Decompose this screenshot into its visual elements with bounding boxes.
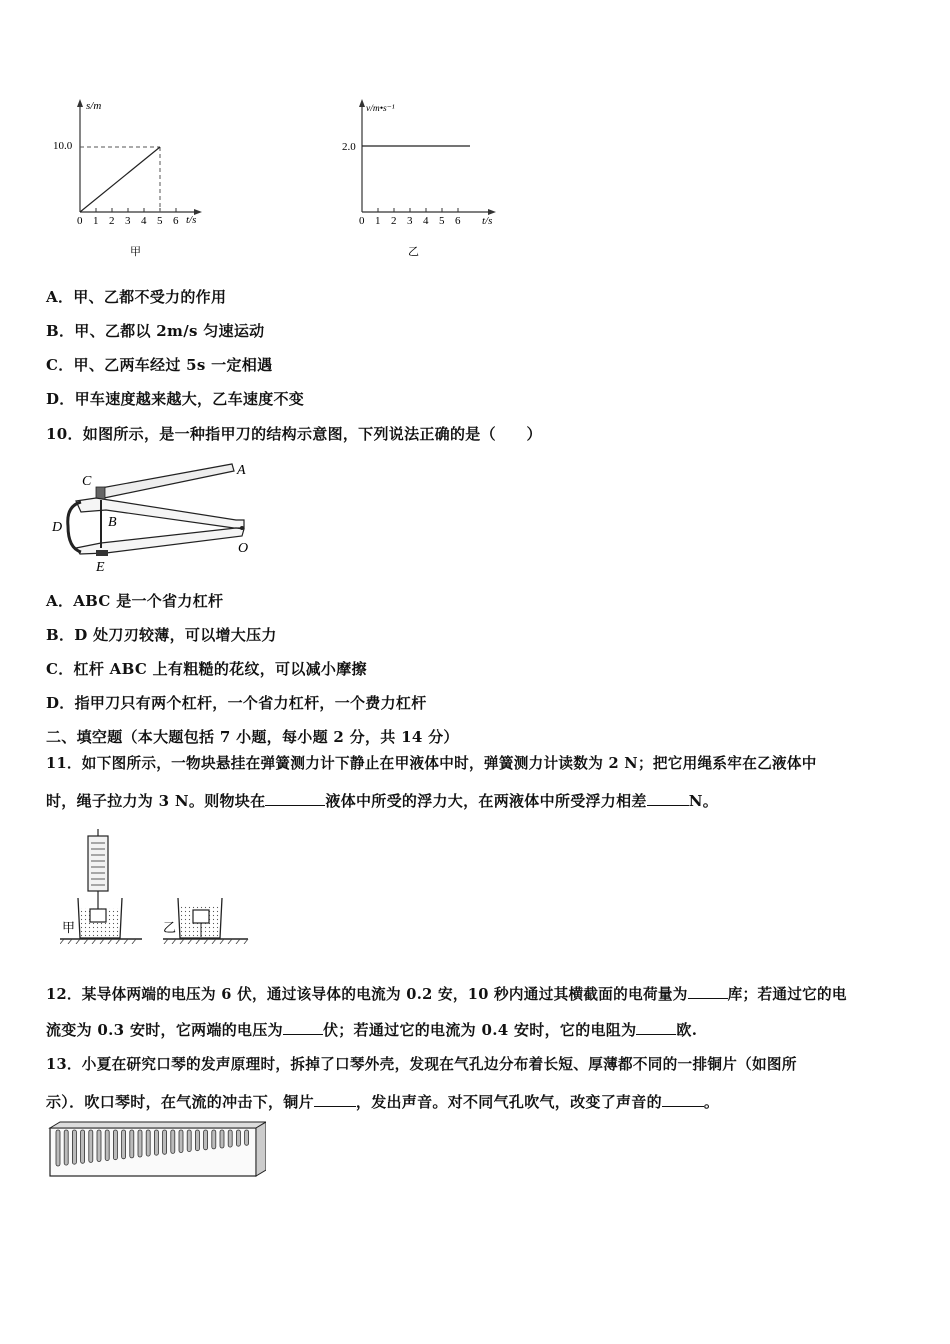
block-yi xyxy=(193,910,209,923)
q9-option-c: C．甲、乙两车经过 5s 一定相遇 xyxy=(46,356,273,374)
nail-clipper-diagram xyxy=(46,458,261,576)
reed xyxy=(64,1130,68,1165)
q11-blank-1[interactable] xyxy=(265,791,325,806)
label-yi: 乙 xyxy=(163,920,177,935)
q13-text-b: ，发出声音。对不同气孔吹气，改变了声音的 xyxy=(355,1093,662,1111)
q11-text-c: N。 xyxy=(688,792,719,810)
reed xyxy=(187,1130,191,1152)
reed xyxy=(171,1130,175,1153)
x-tick-label: 5 xyxy=(439,215,445,227)
reed xyxy=(56,1130,60,1166)
q10-option-b: B．D 处刀刃较薄，可以增大压力 xyxy=(46,626,277,644)
graph-caption: 乙 xyxy=(408,246,419,258)
q12-line-1 xyxy=(46,983,847,1004)
reed xyxy=(195,1130,199,1151)
x-tick-label: 0 xyxy=(77,215,83,227)
reed xyxy=(97,1130,101,1162)
q13-line-1: 13．小夏在研究口琴的发声原理时，拆掉了口琴外壳，发现在气孔边分布着长短、厚薄都不同的一排铜片（如图所 xyxy=(46,1056,797,1073)
x-tick-label: 4 xyxy=(423,215,429,227)
harmonica-reeds-diagram xyxy=(46,1120,266,1182)
reed xyxy=(130,1130,134,1158)
series-line xyxy=(80,147,160,212)
q9-option-d: D．甲车速度越来越大，乙车速度不变 xyxy=(46,390,305,408)
q12-text-d: 伏；若通过它的电流为 0.4 安时，它的电阻为 xyxy=(322,1021,637,1039)
graph-jia xyxy=(40,95,240,265)
q11-blank-2[interactable] xyxy=(647,791,689,806)
reed xyxy=(113,1130,117,1160)
section-2-heading: 二、填空题（本大题包括 7 小题，每小题 2 分，共 14 分） xyxy=(46,728,459,746)
x-tick-label: 3 xyxy=(407,215,413,227)
q13-blank-1[interactable] xyxy=(314,1092,356,1107)
reed xyxy=(163,1130,167,1154)
label-a: A xyxy=(237,463,246,478)
q13-line-2 xyxy=(46,1091,719,1112)
reed xyxy=(212,1130,216,1149)
q10-option-d: D．指甲刀只有两个杠杆，一个省力杠杆，一个费力杠杆 xyxy=(46,694,427,712)
spring-scale xyxy=(88,836,108,891)
q9-option-b: B．甲、乙都以 2m/s 匀速运动 xyxy=(46,322,265,340)
q12-blank-3[interactable] xyxy=(636,1020,676,1035)
reed xyxy=(228,1130,232,1147)
y-axis-arrow xyxy=(359,99,365,107)
front-curve xyxy=(68,502,81,552)
y-axis-label: s/m xyxy=(86,100,102,112)
reed xyxy=(72,1130,76,1164)
y-axis-label: v/m•s⁻¹ xyxy=(366,104,395,114)
x-axis-label: t/s xyxy=(186,214,197,226)
q11-text-b: 液体中所受的浮力大，在两液体中所受浮力相差 xyxy=(325,792,647,810)
q13-text-a: 示）．吹口琴时，在气流的冲击下，铜片 xyxy=(46,1093,314,1111)
y-tick-label: 2.0 xyxy=(342,141,356,153)
q12-line-2 xyxy=(46,1019,697,1040)
q12-text-a: 12．某导体两端的电压为 6 伏，通过该导体的电流为 0.2 安，10 秒内通过其横截面的电荷量为 xyxy=(46,986,688,1003)
label-b: B xyxy=(108,515,117,530)
reed xyxy=(105,1130,109,1161)
x-tick-label: 1 xyxy=(375,215,381,227)
label-d: D xyxy=(52,520,63,535)
graph-caption: 甲 xyxy=(130,246,141,258)
x-tick-label: 2 xyxy=(391,215,397,227)
x-tick-label: 6 xyxy=(173,215,179,227)
reed xyxy=(179,1130,183,1153)
graph-yi xyxy=(322,95,522,265)
q10-stem: 10．如图所示，是一种指甲刀的结构示意图，下列说法正确的是（ ） xyxy=(46,425,542,443)
q12-text-e: 欧. xyxy=(676,1021,698,1039)
reed xyxy=(204,1130,208,1150)
label-e: E xyxy=(96,560,105,575)
x-tick-label: 0 xyxy=(359,215,365,227)
y-tick-label: 10.0 xyxy=(53,140,73,152)
pivot-o xyxy=(240,526,244,530)
pad-e xyxy=(96,550,108,556)
x-tick-label: 5 xyxy=(157,215,163,227)
x-tick-label: 3 xyxy=(125,215,131,227)
q11-line-2 xyxy=(46,790,718,811)
q10-option-c: C．杠杆 ABC 上有粗糙的花纹，可以减小摩擦 xyxy=(46,660,367,678)
q10-option-a: A．ABC 是一个省力杠杆 xyxy=(46,592,224,610)
x-tick-label: 1 xyxy=(93,215,99,227)
reed xyxy=(154,1130,158,1155)
reed xyxy=(81,1130,85,1163)
reed xyxy=(122,1130,126,1159)
q13-blank-2[interactable] xyxy=(662,1092,704,1107)
x-tick-label: 2 xyxy=(109,215,115,227)
q12-blank-1[interactable] xyxy=(688,984,728,999)
reed xyxy=(89,1130,93,1162)
label-o: O xyxy=(238,541,249,556)
label-jia: 甲 xyxy=(62,920,76,935)
buoyancy-diagram xyxy=(60,826,255,944)
reed xyxy=(138,1130,142,1157)
reed xyxy=(236,1130,240,1146)
q12-blank-2[interactable] xyxy=(283,1020,323,1035)
q9-option-a: A．甲、乙都不受力的作用 xyxy=(46,288,227,306)
x-axis-label: t/s xyxy=(482,215,493,227)
y-axis-arrow xyxy=(77,99,83,107)
x-tick-label: 4 xyxy=(141,215,147,227)
q11-line-1: 11．如下图所示，一物块悬挂在弹簧测力计下静止在甲液体中时，弹簧测力计读数为 2 N；把它用绳系牢在乙液体中 xyxy=(46,755,817,772)
label-c: C xyxy=(82,474,92,489)
q12-text-c: 流变为 0.3 安时，它两端的电压为 xyxy=(46,1021,283,1039)
reed xyxy=(245,1130,249,1145)
q11-text-a: 时，绳子拉力为 3 N。则物块在 xyxy=(46,792,266,810)
block-jia xyxy=(90,909,106,922)
q13-text-c: 。 xyxy=(703,1093,720,1111)
reed xyxy=(146,1130,150,1156)
lever-abc xyxy=(101,464,234,498)
reed xyxy=(220,1130,224,1148)
q12-text-b: 库；若通过它的电 xyxy=(727,986,847,1003)
x-tick-label: 6 xyxy=(455,215,461,227)
